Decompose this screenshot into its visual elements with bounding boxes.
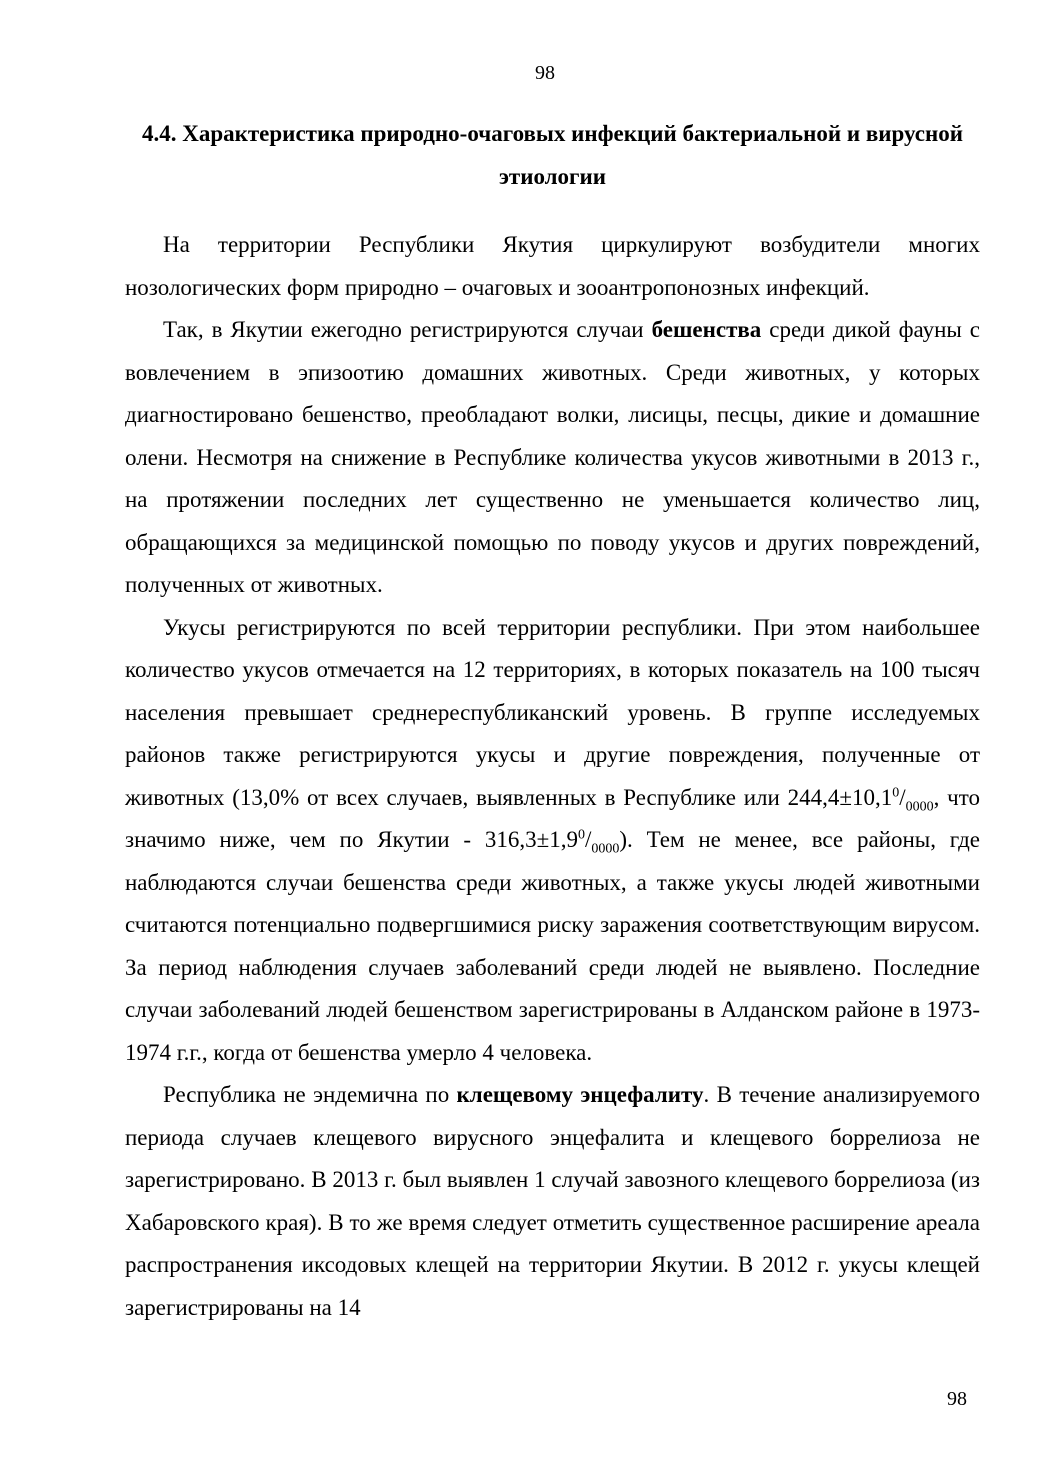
paragraph-1: На территории Республики Якутия циркулируют возбудители многих нозологических форм природно – очаговых и зооантропонозных инфекций. (125, 232, 980, 300)
paragraph-2-text-a: Так, в Якутии ежегодно регистрируются случаи (163, 317, 652, 342)
paragraph-2-text-b: среди дикой фауны с вовлечением в эпизоотию домашних животных. Среди животных, у которых диагностировано бешенство, преобладают волки, лисицы, песцы, дикие и домашние олени. Несмотря на снижение в Республике количества укусов животными в 2013 г., на протяжении последних лет существенно не уменьшается количество лиц, обращающихся за медицинской помощью по поводу укусов и других повреждений, полученных от животных. (125, 317, 980, 597)
paragraph-4-text-a: Республика не эндемична по (163, 1082, 457, 1107)
paragraph-3 (125, 607, 980, 1075)
slash-1: / (899, 784, 906, 810)
paragraph-3-text-c: ). Тем не менее, все районы, где наблюдаются случаи бешенства среди животных, а также укусы людей животными считаются потенциально подвергшимися риску заражения соответствующим вирусом. За период наблюдения случаев заболеваний среди людей не выявлено. Последние случаи заболеваний людей бешенством зарегистрированы в Алданском районе в 1973-1974 г.г., когда от бешенства умерло 4 человека. (125, 827, 980, 1065)
term-tick-borne-encephalitis: клещевому энцефалиту (456, 1082, 704, 1107)
paragraph-2 (125, 309, 980, 607)
page-number-bottom: 98 (947, 1388, 967, 1410)
slash-2: / (584, 827, 592, 852)
superscript-zero-1: 0 (892, 784, 900, 800)
paragraph-3-text-b: , что значимо ниже, чем по Якутии - 316,3±1,9 (125, 784, 980, 852)
document-body (125, 224, 980, 1329)
term-rabies: бешенства (651, 317, 762, 342)
paragraph-4-text-b: . В течение анализируемого периода случаев клещевого вирусного энцефалита и клещевого боррелиоза не зарегистрировано. В 2013 г. был выявлен 1 случай завозного клещевого боррелиоза (из Хабаровского края). В то же время следует отметить существенное расширение ареала распространения иксодовых клещей на территории Якутии. В 2012 г. укусы клещей зарегистрированы на 14 (125, 1082, 980, 1320)
section-title: 4.4. Характеристика природно-очаговых инфекций бактериальной и вирусной этиологии (141, 121, 963, 189)
page-number-top: 98 (535, 62, 555, 84)
paragraph-3-text-a: Укусы регистрируются по всей территории республики. При этом наибольшее количество укусов отмечается на 12 территориях, в которых показатель на 100 тысяч населения превышает среднереспубликанский уровень. В группе исследуемых районов также регистрируются укусы и другие повреждения, полученные от животных (13,0% от всех случаев, выявленных в Республике или 244,4±10,1 (125, 614, 980, 810)
subscript-0000-1: 0000 (905, 799, 934, 815)
superscript-zero-2: 0 (577, 827, 585, 843)
paragraph-4 (125, 1074, 980, 1329)
subscript-0000-2: 0000 (591, 841, 620, 857)
